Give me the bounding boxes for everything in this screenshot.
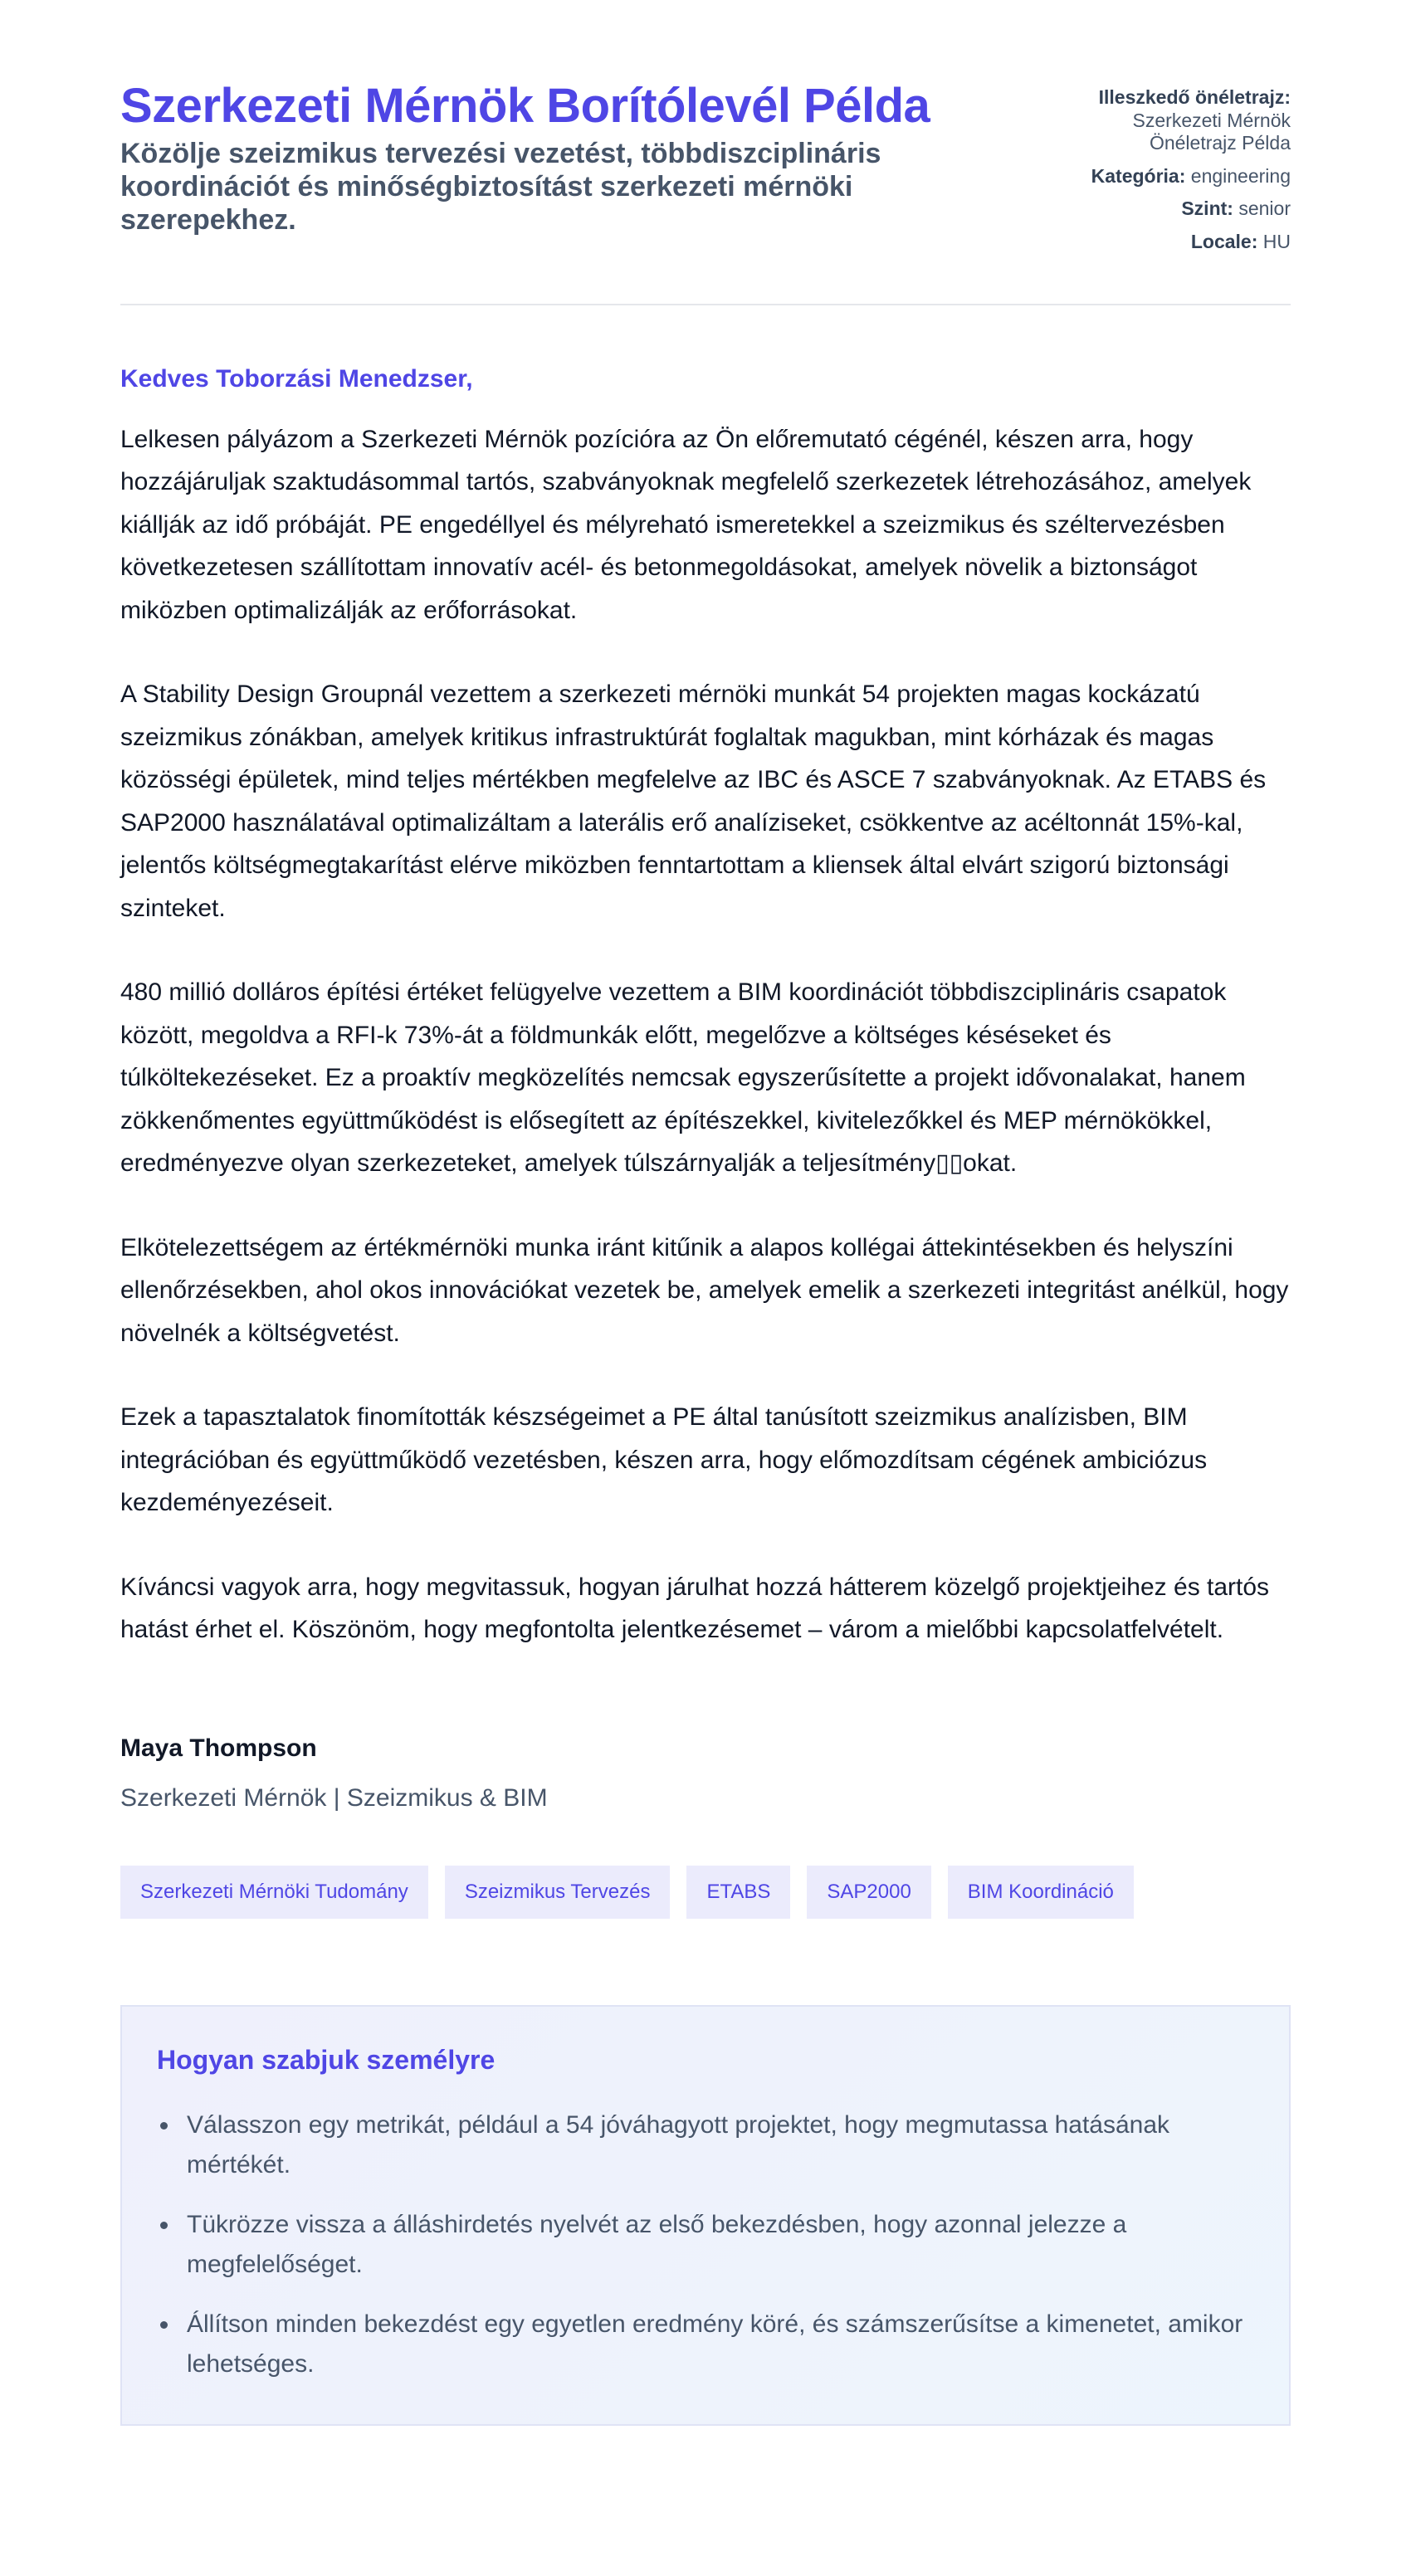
page-title: Szerkezeti Mérnök Borítólevél Példa <box>120 79 930 133</box>
letter-paragraph: 480 millió dolláros építési értéket felügyelve vezettem a BIM koordinációt többdiszciplináris csapatok között, megoldva a RFI-k 73%-át a földmunkák előtt, megelőzve a költséges késéseket és túlköltekezéseket. Ez a proaktív megközelítés nemcsak egyszerűsítette a projekt idővonalakat, hanem zökkenőmentes együttműködést is elősegített az építészekkel, kivitelezőkkel és MEP mérnökökkel, eredményezve olyan szerkezeteket, amelyek túlszárnyalják a teljesítmény▯▯okat. <box>120 978 1246 1178</box>
meta-level-value: senior <box>1238 198 1291 220</box>
meta-level <box>1067 198 1291 221</box>
header-titles <box>120 80 967 237</box>
letter-paragraph: Lelkesen pályázom a Szerkezeti Mérnök pozícióra az Ön előremutató cégénél, készen arra, hogy hozzájáruljak szaktudásommal tartós, szabványoknak megfelelő szerkezetek létrehozásához, amelyek kiállják az idő próbáját. PE engedéllyel és mélyreható ismeretekkel a szeizmikus és széltervezésben következetesen szállítottam innovatív acél- és betonmegoldásokat, amelyek növelik a biztonságot miközben optimalizálják az erőforrásokat. <box>120 425 1252 624</box>
signature-name: Maya Thompson <box>120 1734 317 1762</box>
meta-locale-value: HU <box>1262 230 1291 252</box>
letter-paragraph: A Stability Design Groupnál vezettem a szerkezeti mérnöki munkát 54 projekten magas kockázatú szeizmikus zónákban, amelyek kritikus infrastruktúrát foglaltak magukban, mint kórházak és magas közösségi épületek, mind teljes mértékben megfelelve az IBC és ASCE 7 szabványoknak. Az ETABS és SAP2000 használatával optimalizáltam a laterális erő analíziseket, csökkentve az acéltonnát 15%-kal, jelentős költségmegtakarítást elérve miközben fenntartottam a kliensek által elvárt szigorú biztonsági szinteket. <box>120 681 1267 922</box>
skill-tag: ETABS <box>686 1866 790 1919</box>
meta-category-label: Kategória: <box>1091 164 1186 187</box>
cover-letter-page <box>120 0 1291 2426</box>
meta-panel <box>1067 80 1291 264</box>
letter-body <box>120 365 1291 2426</box>
meta-matching-resume-link[interactable]: Szerkezeti Mérnök Önéletrajz Példa <box>1132 109 1291 154</box>
meta-category <box>1067 165 1291 188</box>
bullet-icon <box>160 2122 168 2130</box>
tips-item <box>157 2305 1254 2384</box>
tips-item <box>157 2105 1254 2185</box>
skill-tag: Szeizmikus Tervezés <box>445 1866 671 1919</box>
meta-level-label: Szint: <box>1181 198 1233 220</box>
bullet-icon <box>160 2222 168 2229</box>
letter-paragraph: Kíváncsi vagyok arra, hogy megvitassuk, hogyan járulhat hozzá hátterem közelgő projektjeihez és tartós hatást érhet el. Köszönöm, hogy megfontolta jelentkezésemet – várom a mielőbbi kapcsolatfelvételt. <box>120 1573 1270 1644</box>
page-subtitle: Közölje szeizmikus tervezési vezetést, többdiszciplináris koordinációt és minőségbiztosítást szerkezeti mérnöki szerepekhez. <box>120 137 881 237</box>
customization-tips <box>120 2005 1291 2426</box>
tips-item-text: Válasszon egy metrikát, például a 54 jóváhagyott projektet, hogy megmutassa hatásának mértékét. <box>187 2110 1170 2178</box>
meta-locale <box>1067 231 1291 254</box>
tips-list <box>157 2105 1254 2384</box>
meta-matching-resume-label: Illeszkedő önéletrajz: <box>1098 86 1291 108</box>
tips-title: Hogyan szabjuk személyre <box>157 2044 496 2075</box>
skill-tag: SAP2000 <box>807 1866 930 1919</box>
tips-item-text: Tükrözze vissza a álláshirdetés nyelvét az első bekezdésben, hogy azonnal jelezze a megfelelőséget. <box>187 2210 1127 2278</box>
skill-tag: BIM Koordináció <box>948 1866 1134 1919</box>
page-header <box>120 80 1291 305</box>
bullet-icon <box>160 2321 168 2329</box>
letter-paragraph: Ezek a tapasztalatok finomították készségeimet a PE által tanúsított szeizmikus analízisben, BIM integrációban és együttműködő vezetésben, készen arra, hogy előmozdítsam cégének ambiciózus kezdeményezéseit. <box>120 1403 1208 1517</box>
tips-item <box>157 2205 1254 2285</box>
letter-paragraph: Elkötelezettségem az értékmérnöki munka iránt kitűnik a alapos kollégai áttekintésekben és helyszíni ellenőrzésekben, ahol okos innovációkat vezetek be, amelyek emelik a szerkezeti integritást anélkül, hogy növelnék a költségvetést. <box>120 1233 1289 1347</box>
letter-greeting: Kedves Toborzási Menedzser, <box>120 364 473 393</box>
meta-locale-label: Locale: <box>1190 230 1258 252</box>
meta-category-value: engineering <box>1190 164 1291 187</box>
skill-tag: Szerkezeti Mérnöki Tudomány <box>120 1866 428 1919</box>
signature-title: Szerkezeti Mérnök | Szeizmikus & BIM <box>120 1783 548 1812</box>
skill-tags <box>120 1866 1291 1919</box>
meta-matching-resume <box>1067 86 1291 155</box>
signature-block <box>120 1734 1291 1812</box>
tips-item-text: Állítson minden bekezdést egy egyetlen eredmény köré, és számszerűsítse a kimenetet, amikor lehetséges. <box>187 2310 1243 2378</box>
